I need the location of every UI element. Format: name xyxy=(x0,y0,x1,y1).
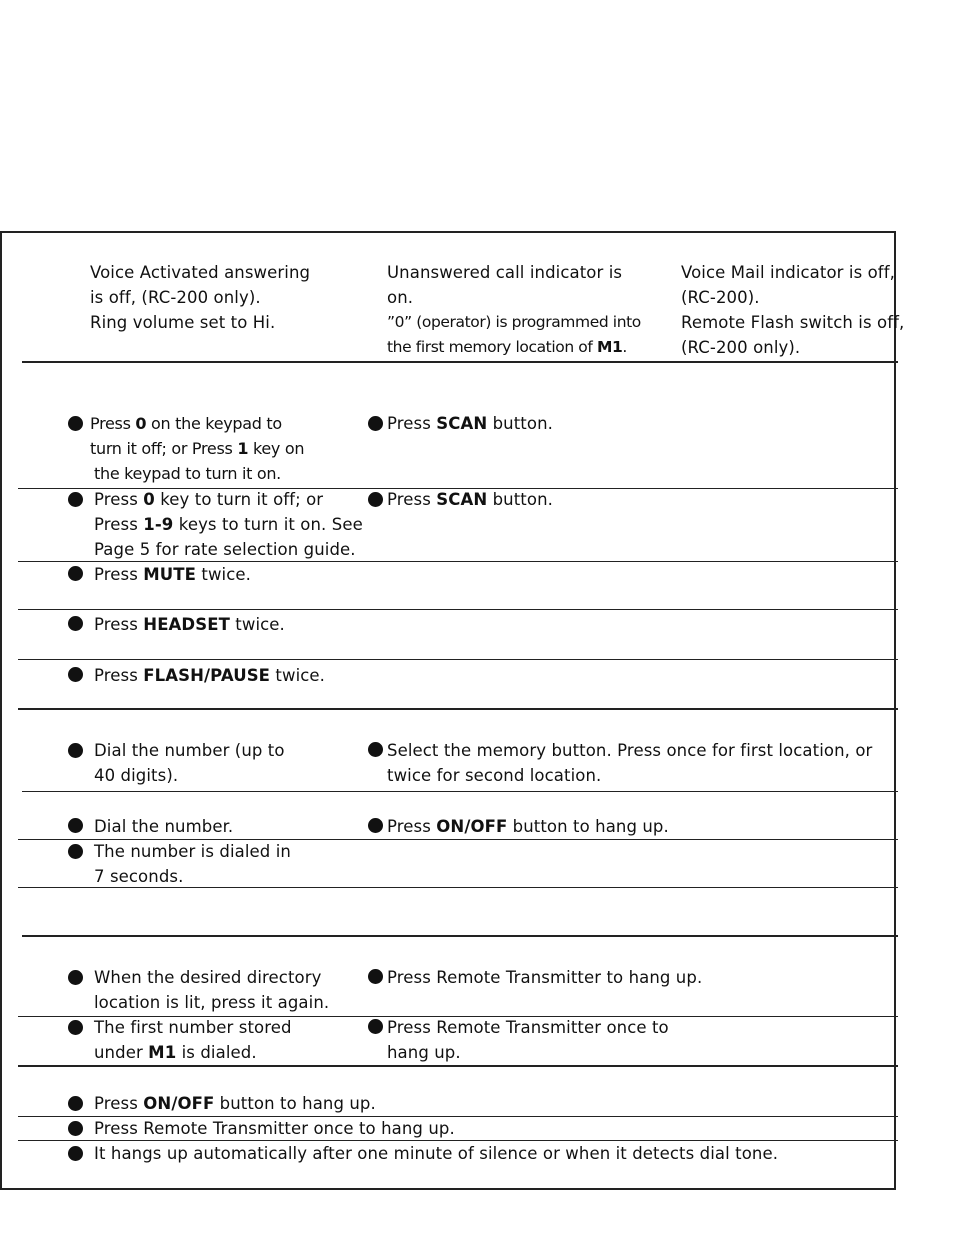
row4-colA-line xyxy=(94,612,285,637)
header-col3-line: (RC-200 only). xyxy=(681,338,801,357)
text: Press xyxy=(94,490,144,509)
divider xyxy=(22,791,898,792)
bullet-icon xyxy=(68,970,83,985)
row10-colB-line: hang up. xyxy=(387,1043,461,1062)
bold-text: SCAN xyxy=(436,414,488,433)
divider xyxy=(22,935,898,937)
row2-colB xyxy=(387,487,553,512)
text: button. xyxy=(487,490,553,509)
row7-colA xyxy=(94,814,233,839)
divider xyxy=(18,659,898,660)
row9-colA xyxy=(94,965,329,1015)
text: turn it off; or Press xyxy=(90,439,238,458)
row1-colB xyxy=(387,411,553,436)
bullet-icon xyxy=(68,1020,83,1035)
row2-colA xyxy=(94,487,363,562)
text: Press xyxy=(387,817,437,836)
bold-text: HEADSET xyxy=(143,615,230,634)
row2-colA-line: Page 5 for rate selection guide. xyxy=(94,540,356,559)
row4-colA xyxy=(94,612,285,637)
header-col2-end: . xyxy=(622,338,627,356)
row11-colA-line xyxy=(94,1091,376,1116)
bullet-icon xyxy=(368,1019,383,1034)
bullet-icon xyxy=(68,616,83,631)
header-col3 xyxy=(681,260,904,360)
text: on the keypad to xyxy=(146,414,282,433)
row1-colA xyxy=(90,411,304,486)
bullet-icon xyxy=(368,416,383,431)
text: button to hang up. xyxy=(214,1094,376,1113)
text: Press xyxy=(94,666,144,685)
header-col2-line xyxy=(387,335,641,360)
row9-colB-line: Press Remote Transmitter to hang up. xyxy=(387,968,703,987)
bullet-icon xyxy=(368,818,383,833)
text: Press xyxy=(90,414,136,433)
header-col2-line: on. xyxy=(387,288,414,307)
bullet-icon xyxy=(68,492,83,507)
bold-text: ON/OFF xyxy=(143,1094,215,1113)
row10-colB-line: Press Remote Transmitter once to xyxy=(387,1018,669,1037)
bold-text: SCAN xyxy=(436,490,488,509)
header-col2-text: the first memory location of xyxy=(387,338,597,356)
row6-colB-line: twice for second location. xyxy=(387,766,602,785)
bold-text: MUTE xyxy=(143,565,197,584)
bold-text: 0 xyxy=(143,490,155,509)
bullet-icon xyxy=(68,1121,83,1136)
bullet-icon xyxy=(368,742,383,757)
bold-text: ON/OFF xyxy=(436,817,508,836)
bullet-icon xyxy=(68,1146,83,1161)
row1-colA-line xyxy=(90,411,304,436)
row10-colA xyxy=(94,1015,292,1065)
row10-colA-line: The first number stored xyxy=(94,1018,292,1037)
row13-colA xyxy=(94,1141,778,1166)
text: Press xyxy=(387,490,437,509)
row9-colA-line: location is lit, press it again. xyxy=(94,993,330,1012)
header-col1-line: Voice Activated answering xyxy=(90,263,311,282)
row6-colA xyxy=(94,738,285,788)
text: Press xyxy=(94,515,144,534)
bullet-icon xyxy=(68,818,83,833)
row6-colB-line: Select the memory button. Press once for first location, or xyxy=(387,741,873,760)
row3-colA xyxy=(94,562,251,587)
text: button. xyxy=(487,414,553,433)
row3-colA-line xyxy=(94,562,251,587)
header-col2-line: ”0” (operator) is programmed into xyxy=(387,313,641,331)
bullet-icon xyxy=(68,844,83,859)
row6-colB xyxy=(387,738,872,788)
row9-colB xyxy=(387,965,702,990)
row7-colB xyxy=(387,814,669,839)
row8-colA xyxy=(94,839,291,889)
row11-colA xyxy=(94,1091,376,1116)
bold-text: 1-9 xyxy=(143,515,174,534)
row5-colA xyxy=(94,663,325,688)
row6-colA-line: Dial the number (up to xyxy=(94,741,285,760)
text: Press xyxy=(94,615,144,634)
header-col3-line: Voice Mail indicator is off, xyxy=(681,263,895,282)
header-col2-line: Unanswered call indicator is xyxy=(387,263,623,282)
bold-text: FLASH/PAUSE xyxy=(143,666,271,685)
row13-colA-line: It hangs up automatically after one minute of silence or when it detects dial tone. xyxy=(94,1144,779,1163)
text: button to hang up. xyxy=(507,817,669,836)
bold-text: 1 xyxy=(237,439,249,458)
bullet-icon xyxy=(368,969,383,984)
row1-colB-line xyxy=(387,411,553,436)
row9-colA-line: When the desired directory xyxy=(94,968,322,987)
row10-colB xyxy=(387,1015,669,1065)
divider xyxy=(18,708,898,710)
text: Press xyxy=(387,414,437,433)
divider xyxy=(18,1065,898,1067)
bullet-icon xyxy=(68,667,83,682)
header-col3-line: (RC-200). xyxy=(681,288,760,307)
row1-colA-line: the keypad to turn it on. xyxy=(94,464,281,483)
text: is dialed. xyxy=(176,1043,257,1062)
text: Press xyxy=(94,1094,144,1113)
row8-colA-line: 7 seconds. xyxy=(94,867,184,886)
text: key on xyxy=(248,439,305,458)
row2-colA-line xyxy=(94,487,363,512)
row8-colA-line: The number is dialed in xyxy=(94,842,291,861)
bullet-icon xyxy=(68,416,83,431)
text: twice. xyxy=(270,666,326,685)
header-col2-bold: M1 xyxy=(596,338,623,356)
header-col1 xyxy=(90,260,310,335)
bullet-icon xyxy=(68,743,83,758)
row7-colA-line: Dial the number. xyxy=(94,817,234,836)
header-col1-line: is off, (RC-200 only). xyxy=(90,288,261,307)
text: key to turn it off; or xyxy=(154,490,324,509)
header-col3-line: Remote Flash switch is off, xyxy=(681,313,905,332)
text: twice. xyxy=(229,615,285,634)
divider xyxy=(22,361,898,363)
row5-colA-line xyxy=(94,663,325,688)
row2-colB-line xyxy=(387,487,553,512)
text: keys to turn it on. See xyxy=(173,515,363,534)
bullet-icon xyxy=(68,1096,83,1111)
bold-text: 0 xyxy=(135,414,147,433)
row12-colA xyxy=(94,1116,455,1141)
row7-colB-line xyxy=(387,814,669,839)
header-col2 xyxy=(387,260,641,360)
bullet-icon xyxy=(368,492,383,507)
bullet-icon xyxy=(68,566,83,581)
row1-colA-line xyxy=(90,436,304,461)
text: under xyxy=(94,1043,149,1062)
row10-colA-line xyxy=(94,1040,292,1065)
row6-colA-line: 40 digits). xyxy=(94,766,179,785)
text: twice. xyxy=(196,565,251,584)
divider xyxy=(18,609,898,610)
row12-colA-line: Press Remote Transmitter once to hang up. xyxy=(94,1119,455,1138)
text: Press xyxy=(94,565,144,584)
header-col1-line: Ring volume set to Hi. xyxy=(90,313,276,332)
bold-text: M1 xyxy=(148,1043,177,1062)
row2-colA-line xyxy=(94,512,363,537)
